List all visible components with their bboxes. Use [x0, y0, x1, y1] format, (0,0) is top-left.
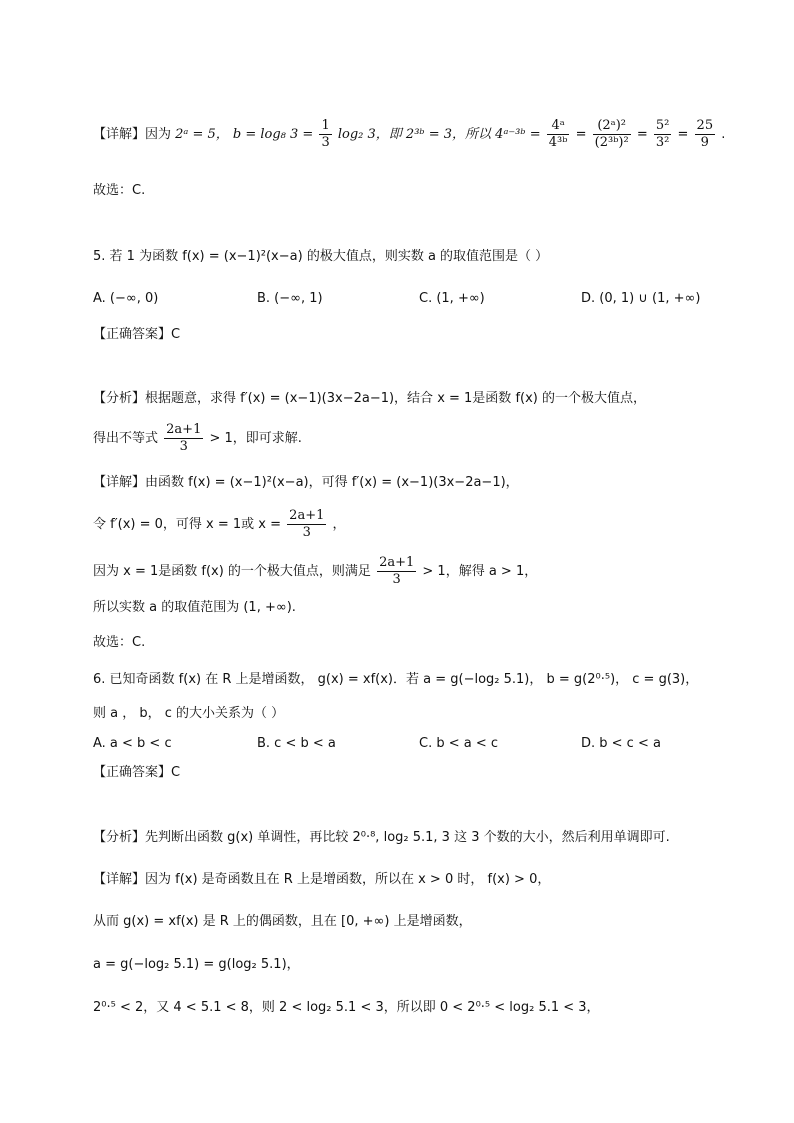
expr-2a: 2ᵃ = 5，	[175, 127, 229, 142]
fraction-4a-over-43b: $\frac{\text{4ᵃ}}{\text{4³ᵇ}}$	[548, 118, 568, 150]
fraction-one-third: $\frac{1}{3}$	[321, 118, 330, 150]
q5-detail-line-1: 【详解】由函数 f(x) = (x−1)²(x−a)，可得 f′(x) = (x−1)(3x−2a−1)，	[93, 475, 519, 490]
fraction-2a-squared: $\frac{\text{(2ᵃ)²}}{\text{(2³ᵇ)²}}$	[594, 118, 629, 150]
q5-option-b: B. (−∞, 1)	[257, 291, 323, 306]
question-5-stem: 5. 若 1 为函数 f(x) = (x−1)²(x−a) 的极大值点，则实数 a 的取值范围是（ ）	[93, 249, 549, 264]
detail-label: 【详解】因为	[93, 127, 172, 142]
q5-analysis-line-1: 【分析】根据题意，求得 f′(x) = (x−1)(3x−2a−1)，结合 x = 1是函数 f(x) 的一个极大值点，	[93, 391, 646, 406]
q6-option-d: D. b < c < a	[581, 736, 661, 751]
q5-analysis-line-2: 得出不等式 $\frac{2a+1}{3}$ > 1，即可求解.	[93, 422, 302, 454]
q5-option-c: C. (1, +∞)	[419, 291, 485, 306]
q6-option-c: C. b < a < c	[419, 736, 499, 751]
q5-detail-line-2: 令 f′(x) = 0，可得 x = 1或 x = $\frac{2a+1}{3}$ ，	[93, 508, 346, 540]
question-6-stem-line-1: 6. 已知奇函数 f(x) 在 R 上是增函数， g(x) = xf(x)．若 a = g(−log₂ 5.1)， b = g(2⁰·⁵)， c = g(3)，	[93, 672, 699, 687]
q6-answer: 【正确答案】C	[93, 765, 181, 780]
fraction-condition: $\frac{2a+1}{3}$	[379, 555, 415, 587]
q5-option-a: A. (−∞, 0)	[93, 291, 159, 306]
q6-detail-line-4: 2⁰·⁵ < 2，又 4 < 5.1 < 8，则 2 < log₂ 5.1 < 3，所以即 0 < 2⁰·⁵ < log₂ 5.1 < 3，	[93, 1000, 600, 1015]
q5-detail-line-4: 所以实数 a 的取值范围为 (1, +∞).	[93, 600, 296, 615]
q5-choose: 故选：C.	[93, 635, 146, 650]
expr-log2-3: log₂ 3，即 2³ᵇ = 3，所以 4ᵃ⁻³ᵇ =	[337, 127, 545, 142]
detail-line-power-equation: 【详解】因为 2ᵃ = 5， b = log₈ 3 = $\frac{1}{3}$ log₂ 3，即 2³ᵇ = 3，所以 4ᵃ⁻³ᵇ = $\frac{\text{4ᵃ}}{\text{4³ᵇ}}$ = $\frac{\text{(2ᵃ)²}}{\text{(2³ᵇ)²}}$ = $\frac{\text{5²}}{\text{3²}}$ = $\frac{25}{9}$ .	[93, 118, 726, 150]
q6-detail-line-2: 从而 g(x) = xf(x) 是 R 上的偶函数，且在 [0, +∞) 上是增函数，	[93, 914, 472, 929]
q6-analysis: 【分析】先判断出函数 g(x) 单调性，再比较 2⁰·⁸, log₂ 5.1, 3 这 3 个数的大小，然后利用单调即可.	[93, 830, 670, 845]
q6-detail-line-1: 【详解】因为 f(x) 是奇函数且在 R 上是增函数，所以在 x > 0 时， f(x) > 0，	[93, 872, 551, 887]
q5-option-d: D. (0, 1) ∪ (1, +∞)	[581, 291, 701, 306]
choose-line-1: 故选：C.	[93, 183, 146, 198]
expr-b-log: b = log₈ 3 =	[232, 127, 318, 142]
q6-option-b: B. c < b < a	[257, 736, 336, 751]
q6-detail-line-3: a = g(−log₂ 5.1) = g(log₂ 5.1)，	[93, 957, 300, 972]
fraction-2a-plus-1-over-3: $\frac{2a+1}{3}$	[166, 422, 202, 454]
question-6-stem-line-2: 则 a ， b， c 的大小关系为（ ）	[93, 706, 285, 721]
q5-answer: 【正确答案】C	[93, 327, 181, 342]
fraction-root: $\frac{2a+1}{3}$	[289, 508, 325, 540]
q5-detail-line-3: 因为 x = 1是函数 f(x) 的一个极大值点，则满足 $\frac{2a+1}{3}$ > 1，解得 a > 1，	[93, 555, 538, 587]
fraction-25-over-9: $\frac{25}{9}$	[696, 118, 714, 150]
q6-option-a: A. a < b < c	[93, 736, 172, 751]
fraction-5sq-over-3sq: $\frac{\text{5²}}{\text{3²}}$	[655, 118, 670, 150]
